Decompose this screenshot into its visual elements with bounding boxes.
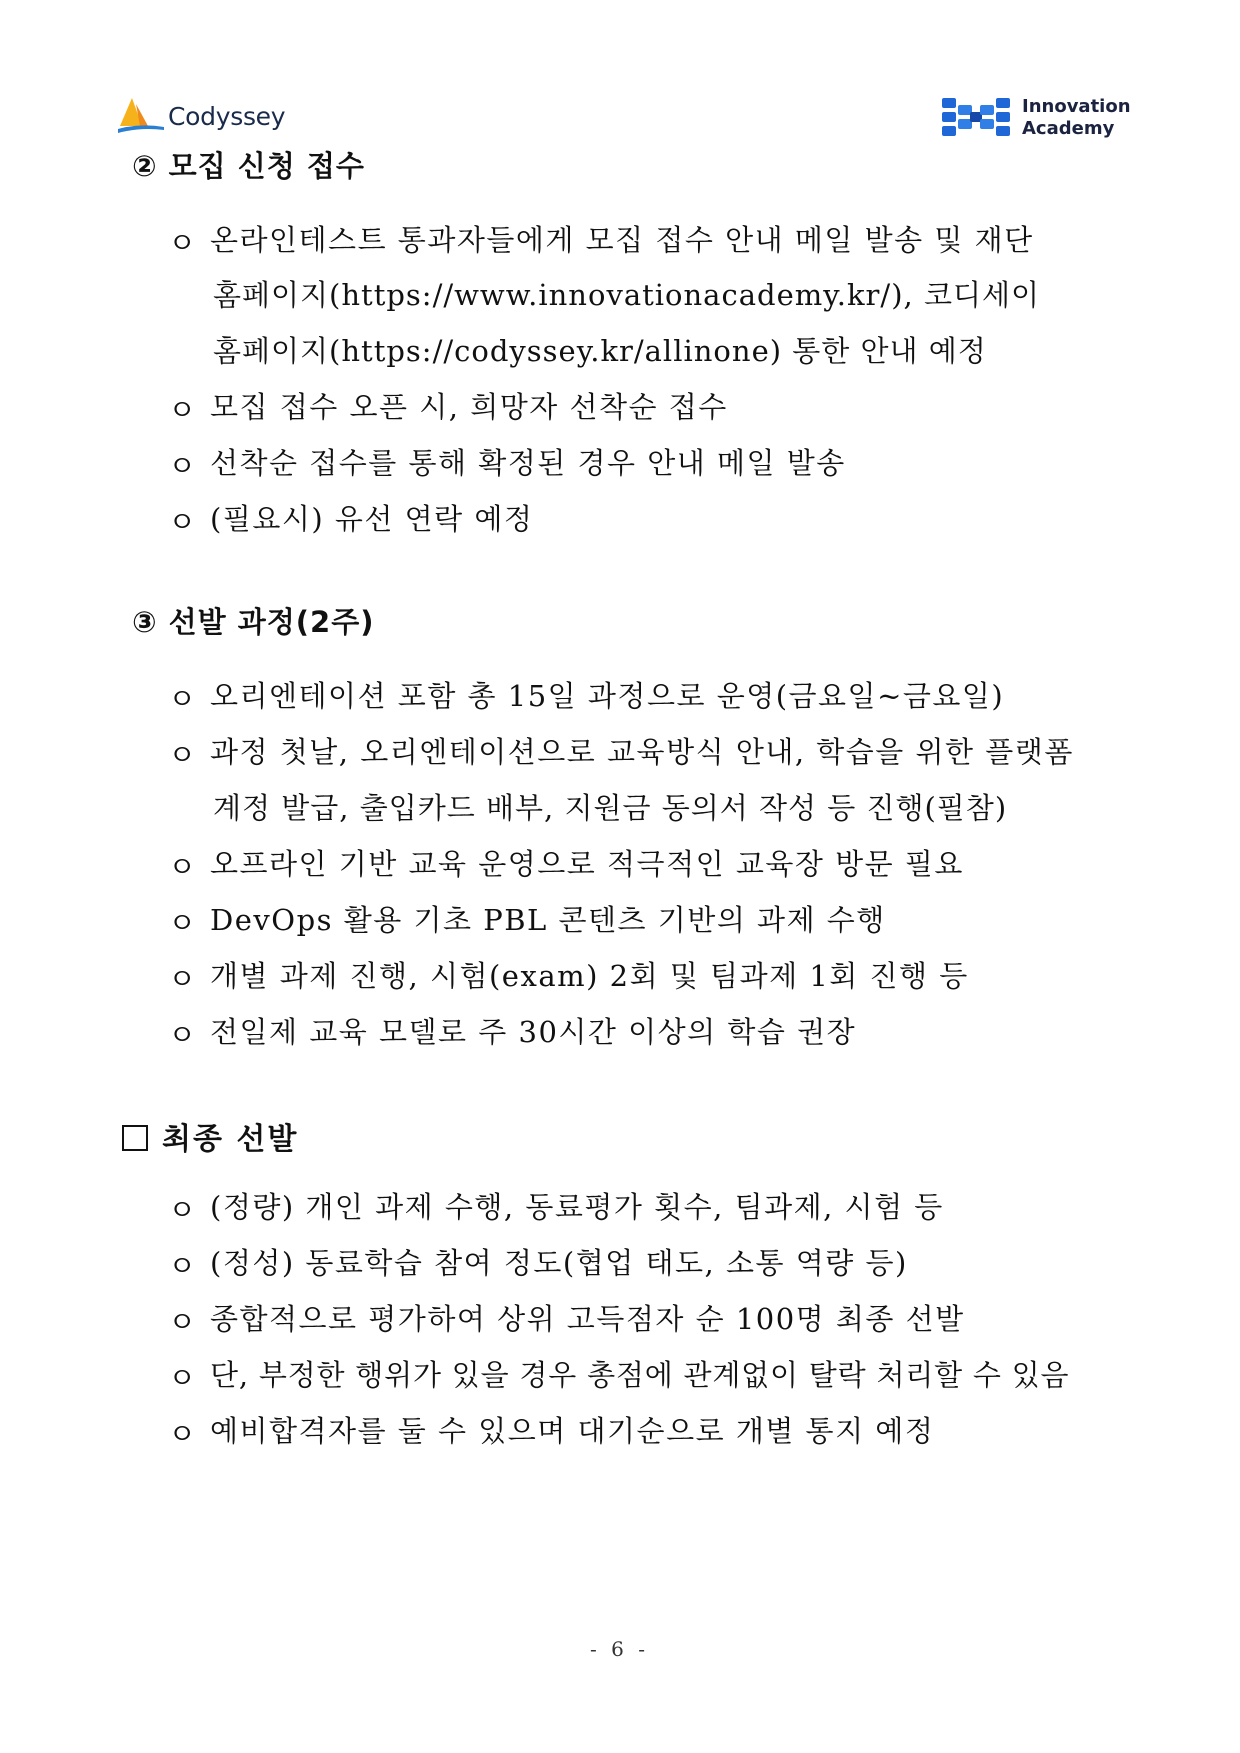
innovation-academy-logo: [940, 94, 1131, 142]
codyssey-logo: [118, 96, 285, 136]
section2-item-1: 온라인테스트 통과자들에게 모집 접수 안내 메일 발송 및 재단: [210, 223, 1034, 257]
bullet-icon: ㅇ: [168, 962, 197, 996]
academy-logo-line2: Academy: [1022, 118, 1115, 139]
codyssey-sail-icon: [118, 96, 164, 136]
section2-item-1-cont-2: 홈페이지(https://codyssey.kr/allinone) 통한 안내 예정: [213, 334, 987, 368]
bullet-icon: ㅇ: [168, 906, 197, 940]
final-item-1: (정량) 개인 과제 수행, 동료평가 횟수, 팀과제, 시험 등: [210, 1190, 944, 1224]
codyssey-logo-text: Codyssey: [168, 101, 286, 131]
section3-item-4: DevOps 활용 기초 PBL 콘텐츠 기반의 과제 수행: [210, 903, 886, 937]
section2-item-3: 선착순 접수를 통해 확정된 경우 안내 메일 발송: [210, 446, 846, 480]
bullet-icon: ㅇ: [168, 449, 197, 483]
final-item-2: (정성) 동료학습 참여 정도(협업 태도, 소통 역량 등): [210, 1246, 908, 1280]
bullet-icon: ㅇ: [168, 682, 197, 716]
section3-item-3: 오프라인 기반 교육 운영으로 적극적인 교육장 방문 필요: [210, 847, 964, 881]
bullet-icon: ㅇ: [168, 1305, 197, 1339]
bullet-icon: ㅇ: [168, 1193, 197, 1227]
section2-item-2: 모집 접수 오픈 시, 희망자 선착순 접수: [210, 390, 728, 424]
section2-title: ② 모집 신청 접수: [132, 149, 365, 183]
section3-item-1: 오리엔테이션 포함 총 15일 과정으로 운영(금요일~금요일): [210, 679, 1005, 713]
section2-item-4: (필요시) 유선 연락 예정: [210, 502, 534, 536]
section3-item-6: 전일제 교육 모델로 주 30시간 이상의 학습 권장: [210, 1015, 857, 1049]
academy-logo-line1: Innovation: [1022, 96, 1131, 117]
checkbox-square-icon: [122, 1125, 148, 1151]
bullet-icon: ㅇ: [168, 1417, 197, 1451]
bullet-icon: ㅇ: [168, 1018, 197, 1052]
bullet-icon: ㅇ: [168, 226, 197, 260]
final-selection-title: 최종 선발: [162, 1122, 299, 1157]
final-item-3: 종합적으로 평가하여 상위 고득점자 순 100명 최종 선발: [210, 1302, 965, 1336]
section3-item-2-cont: 계정 발급, 출입카드 배부, 지원금 동의서 작성 등 진행(필참): [213, 791, 1008, 825]
bullet-icon: ㅇ: [168, 1249, 197, 1283]
section2-item-1-cont-1: 홈페이지(https://www.innovationacademy.kr/), 코디세이: [213, 278, 1040, 312]
page-number: - 6 -: [590, 1637, 649, 1661]
academy-x-icon: [940, 94, 1012, 142]
bullet-icon: ㅇ: [168, 505, 197, 539]
bullet-icon: ㅇ: [168, 1361, 197, 1395]
section3-title: ③ 선발 과정(2주): [132, 605, 375, 639]
final-item-5: 예비합격자를 둘 수 있으며 대기순으로 개별 통지 예정: [210, 1414, 935, 1448]
section3-item-5: 개별 과제 진행, 시험(exam) 2회 및 팀과제 1회 진행 등: [210, 959, 969, 993]
bullet-icon: ㅇ: [168, 738, 197, 772]
section3-item-2: 과정 첫날, 오리엔테이션으로 교육방식 안내, 학습을 위한 플랫폼: [210, 735, 1074, 769]
final-item-4: 단, 부정한 행위가 있을 경우 총점에 관계없이 탈락 처리할 수 있음: [210, 1358, 1070, 1392]
bullet-icon: ㅇ: [168, 850, 197, 884]
final-selection-heading: [122, 1114, 298, 1158]
bullet-icon: ㅇ: [168, 393, 197, 427]
